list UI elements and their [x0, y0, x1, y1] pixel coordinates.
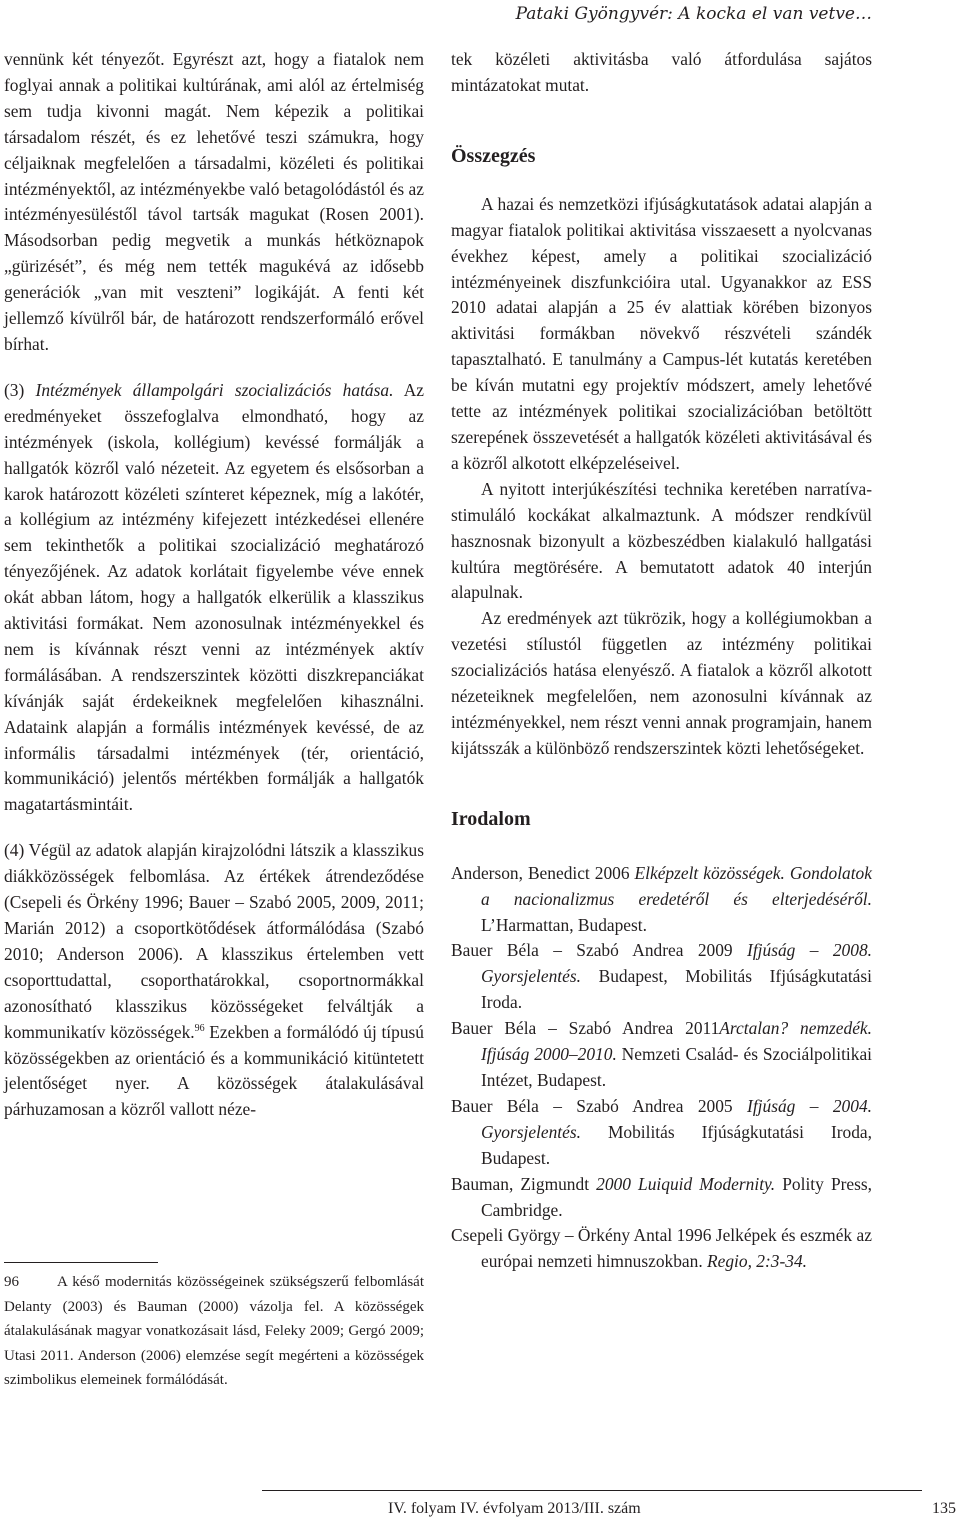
footnote-number: 96: [4, 1274, 19, 1290]
footnote-divider: [4, 1262, 158, 1263]
page-number: 135: [932, 1500, 956, 1517]
footnote-text: A késő modernitás közösségeinek szükségszerű felbomlását Delanty (2003) és Bauman (2000) vázolja fel. A közösségek átalakulásának magyar vonatkozásait lásd, Feleky 2009; Gergó 2009; Utasi 2011. Anderson (2006) elemzése segít megérteni a közösségek szimbolikus elemeinek formálódását.: [4, 1274, 424, 1389]
footnote-marker[interactable]: 96: [194, 1022, 205, 1034]
paragraph-body: Az eredményeket összefoglalva elmondható, hogy az intézmények (iskola, kollégium) kevéssé formálják a hallgatók közről való nézeteit. Az egyetem és elsősorban a karok határozott közéleti színteret képeznek, míg a lakótér, a kollégium az intézmény kifejezett intézkedései ellenére sem tekinthetők a politikai szocializáció meghatározó tényezőjének. Az adatok korlátait figyelembe véve ennek okát abban látom, hogy a hallgatók elkerülik a klasszikus aktivitási formákat. Nem azonosulnak intézményekkel és nem is kívánnak részt venni az intézmények aktív formálásában. A rendszerszintek közötti diszkrepanciákat kívánják saját érdekeiknek megfelelően kihasználni. Adataink alapján a formális intézmények kevéssé, de az informális társadalmi intézmények (tér, orientáció, kommunikáció) jelentős mértékben formálják a hallgatók magatartásmintáit.: [4, 379, 424, 815]
running-head: Pataki Gyöngyvér: A kocka el van vetve…: [515, 4, 872, 24]
paragraph-number: (3): [4, 379, 36, 400]
left-column: [4, 47, 424, 1123]
reference-item: Bauer Béla – Szabó Andrea 2011Arctalan? nemzedék. Ifjúság 2000–2010. Nemzeti Család- és Szociálpolitikai Intézet, Budapest.: [451, 1018, 872, 1090]
footer-divider: [262, 1490, 922, 1491]
summary-paragraph-3: Az eredmények azt tükrözik, hogy a kollégiumokban a vezetési stílustól független az intézmény politikai szocializációs hatása elenyésző. A fiatalok a közről alkotott nézeteiknek megfelelően, nem azonosulni kívánnak az intézményekkel, nem részt venni annak programjain, hanem kijátsszák a különböző rendszerszintek közti lehetőségeket.: [451, 608, 872, 758]
paragraph-body-b: Ezekben a formálódó új típusú közösségekben az orientáció és a kommunikáció kitüntetett jelentőséget nyer. A közösségek átalakulásával párhuzamosan a közről vallott néze-: [4, 1021, 424, 1120]
reference-item: Bauer Béla – Szabó Andrea 2009 Ifjúság – 2008. Gyorsjelentés. Budapest, Mobilitás Ifjúságkutatási Iroda.: [451, 940, 872, 1013]
reference-item: Anderson, Benedict 2006 Elképzelt közösségek. Gondolatok a nacionalizmus eredetéről és elterjedéséről. L’Harmattan, Budapest.: [451, 862, 872, 935]
paragraph-continued-right: tek közéleti aktivitásba való átfordulása sajátos mintázatokat mutat.: [451, 49, 872, 95]
reference-item: Bauer Béla – Szabó Andrea 2005 Ifjúság – 2004. Gyorsjelentés. Mobilitás Ifjúságkutatási Iroda, Budapest.: [451, 1095, 872, 1168]
reference-item: Bauman, Zigmundt 2000 Luiquid Modernity. Polity Press, Cambridge.: [451, 1173, 873, 1220]
reference-list: [451, 861, 872, 1276]
paragraph-communities: [4, 838, 424, 1123]
reference-item: Csepeli György – Örkény Antal 1996 Jelképek és eszmék az európai nemzeti himnuszokban. Regio, 2:3-34.: [451, 1225, 872, 1272]
summary-paragraph-1: A hazai és nemzetközi ifjúságkutatások adatai alapján a magyar fiatalok politikai aktivitása visszaesett a nyolcvanas évekhez képest, amely a politikai szocializáció intézményeinek diszfunkcióira utal. Ugyanakkor az ESS 2010 adatai alapján a 25 év alattiak körében bizonyos aktivitási formákban növekvő részvételi szándék tapasztalható. E tanulmány a Campus-lét kutatás keretében be kíván mutatni egy projektív módszert, amely lehetővé tette az intézmények politikai szocializációban betöltött szerepének összevetését a hallgatók közéleti aktivitásával és a közről alkotott elképzeléseivel.: [451, 193, 872, 473]
footer-issue: IV. folyam IV. évfolyam 2013/III. szám: [388, 1500, 641, 1517]
footnote: [4, 1270, 424, 1393]
paragraph-subheading: Intézmények állampolgári szocializációs hatása.: [35, 379, 394, 400]
paragraph-body-a: (4) Végül az adatok alapján kirajzolódni látszik a klasszikus diákközösségek felbomlása. Az értékek átrendeződése (Csepeli és Örkény 1996; Bauer – Szabó 2005, 2009, 2011; Marián 2012) a csoportkötődések átformálódása (Szabó 2010; Anderson 2006). A klasszikus értelemben vett csoporttudattal, csoporthatárokkal, csoportnormákkal azonosítható klasszikus közösségeket felváltják a kommunikatív közösségek.: [4, 840, 424, 1042]
paragraph-continued: vennünk két tényezőt. Egyrészt azt, hogy a fiatalok nem foglyai annak a politikai kultúrának, ami alól az értelmiség sem tudja kivonni magát. Nem képezik a politikai társadalom részét, és ez lehetővé teszi számukra, hogy céljaiknak megfelelően a társadalmi, közéleti és politikai intézményektől, az intézményekbe való betagolódástól és az intézményesüléstől távol tartsák magukat (Rosen 2001). Másodsorban pedig megvetik a munkás hétköznapok „gürizését”, és még nem tették magukévá az idősebb generációk „van mit veszteni” logikáját. A fenti két jellemző kívülről bár, de határozott rendszerformáló erővel bírhat.: [4, 49, 424, 354]
summary-paragraph-2: A nyitott interjúkészítési technika keretében narratíva-stimuláló kockákat alkalmaztunk. A módszer rendkívül hasznosnak bizonyult a közbeszédben kialakuló hallgatási kultúra megtörésére. A bemutatott adatok 40 interjún alapulnak.: [451, 478, 872, 603]
section-heading-summary: Összegzés: [451, 144, 536, 167]
paragraph-institutions: [4, 378, 424, 818]
right-column: [451, 47, 872, 1275]
section-heading-references: Irodalom: [451, 807, 531, 830]
